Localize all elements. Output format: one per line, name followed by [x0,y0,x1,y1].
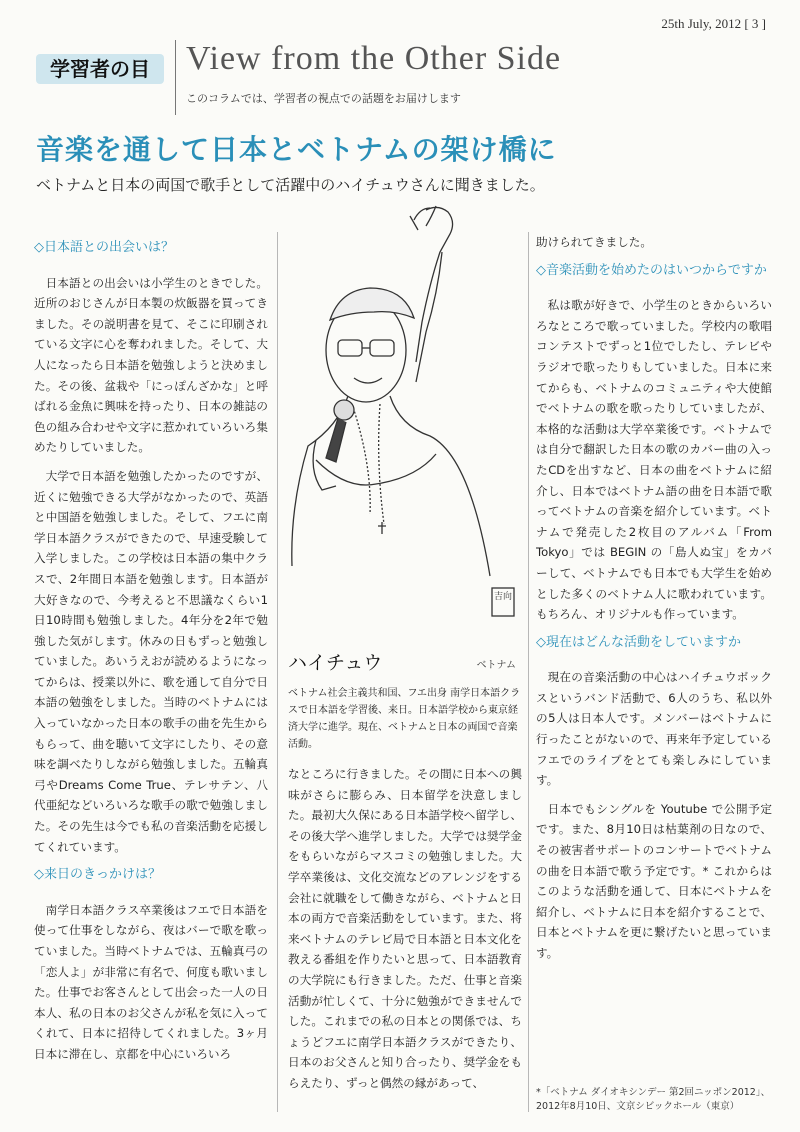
paragraph: 助けられてきました。 [536,235,652,249]
text-column-3 [536,232,772,1077]
paragraph: 南学日本語クラス卒業後はフエで日本語を使って仕事をしながら、夜はバーで歌を歌っていました。当時ベトナムでは、五輪真弓の「恋人よ」が非常に有名で、何度も歌いました。仕事でお客さんとして出会った一人の日本人、私の日本のお父さんが私を気に入ってくれて、日本に招待してくれました。3ヶ月日本に滞在し、京都を中心にいろいろ [34,902,268,1061]
section-heading: ◇現在はどんな活動をしていますか [536,634,741,650]
paragraph: 日本語との出会いは小学生のときでした。近所のおじさんが日本製の炊飯器を買ってきました。その説明書を見て、そこに印刷されている文字に心を奪われました。そして、大人になったら日本語を勉強しようと決めました。その後、盆栽や「にっぽんざかな」と呼ばれる金魚に興味を持ったり、日本の雑誌の色の組み合わせや文字に惹かれていろいろ集めたりしていました。 [34,275,268,455]
paragraph: 現在の音楽活動の中心はハイチュウボックスというバンド活動で、6人のうち、私以外の5人は日本人です。メンバーはベトナムに行ったことがないので、再来年予定しているフエでのライブをとても楽しみにしています。 [536,670,772,788]
profile-caption [288,648,522,756]
profile-bio: ベトナム社会主義共和国、フエ出身 南学日本語クラスで日本語を学習後、来日。日本語学校から東京経済大学に進学。現在、ベトナムと日本の両国で音楽活動。 [288,688,521,750]
paragraph: なところに行きました。その間に日本への興味がさらに膨らみ、日本留学を決意しました。最初大久保にある日本語学校へ留学し、その後大学へ進学しました。大学では奨学金をもらいながらマスコミの勉強しました。大学卒業後は、文化交流などのアレンジをする会社に就職をして働きながら、ベトナムと日本の両方で音楽活動をしています。また、将来ベトナムのテレビ局で日本語と日本文化を教える番組を作りたいと思って、日本語教育の大学院にも行きました。ただ、仕事と音楽活動が忙しくて、十分に勉強ができませんでした。これまでの私の日本との関係では、ちょうどフエに南学日本語クラスができたり、日本のお父さんと知り合ったり、奨学金をもらえたり、ずっと偶然の縁があって、 [288,767,522,1090]
footnote: *「ベトナム ダイオキシンデー 第2回ニッポン2012」、2012年8月10日、文京シビックホール（東京） [536,1087,771,1112]
section-heading: ◇音楽活動を始めたのはいつからですか [536,262,767,278]
header-divider [175,40,176,115]
text-column-2 [288,764,522,1124]
paragraph: 私は歌が好きで、小学生のときからいろいろなところで歌っていました。学校内の歌唱コンテストでずっと1位でしたし、テレビやラジオで歌ったりもしていました。日本に来てからも、ベトナムのコミュニティや大使館でベトナムの歌を歌ったりしていましたが、本格的な活動は大学卒業後です。ベトナムでは自分で翻訳した日本の歌のカバー曲の入ったCDを出すなど、日本の曲をベトナムに紹介し、日本ではベトナム語の曲を日本語で歌ってベトナムの音楽を紹介しています。ベトナムで発売した2枚目のアルバム「From Tokyo」では BEGIN の「島人ぬ宝」をカバーして、ベトナムでも日本でも大学生を始めとした多くのベトナム人に歌われています。もちろん、オリジナルも作っています。 [536,298,772,622]
column-separator [528,232,529,1112]
artist-stamp: 吉向 [494,592,513,602]
column-badge: 学習者の目 [36,54,164,84]
english-title: View from the Other Side [186,40,562,77]
article-lead: ベトナムと日本の両国で歌手として活躍中のハイチュウさんに聞きました。 [36,176,545,194]
text-column-1 [34,232,268,1124]
column-subnote: このコラムでは、学習者の視点での話題をお届けします [186,92,461,105]
section-heading: ◇来日のきっかけは？ [34,867,161,883]
section-heading: ◇日本語との出会いは？ [34,240,174,255]
column-separator [277,232,278,1112]
paragraph: 日本でもシングルを Youtube で公開予定です。また、8月10日は枯葉剤の日なので、その被害者サポートのコンサートでベトナムの曲を日本語で歌う予定です。* これからはこのような活動を通して、日本にベトナムを紹介し、ベトナムに日本を紹介することで、日本とベトナムを更に繋げたいと思っています。 [536,801,772,960]
profile-country: ベトナム [476,660,516,671]
date-page-label: 25th July, 2012 [ 3 ] [661,16,766,31]
paragraph: 大学で日本語を勉強したかったのですが、近くに勉強できる大学がなかったので、英語と中国語を勉強しました。そして、フエに南学日本語クラスができたので、早速受験して入学しました。この学校は日本語の集中クラスで、2年間日本語を勉強します。日本語が大好きなので、今考えると不思議なくらい1日10時間も勉強しました。4年分を2年で勉強した気がします。休みの日もずっと勉強していました。あいうえおが読めるようになってからは、授業以外に、歌を通して自分で日本語の勉強をしました。当時のベトナムには入っていなかった日本の歌手の曲を先生からもらって、曲を聴いて文字にしたり、その意味を調べたりしながら勉強しました。五輪真弓やDreams Come True、テレサテン、八代亜紀などいろいろな歌手の歌で勉強しました。その先生は今でも私の音楽活動を応援してくれています。 [34,468,268,854]
profile-name: ハイチュウ [288,652,383,674]
singer-illustration [286,200,526,640]
article-title: 音楽を通して日本とベトナムの架け橋に [36,133,557,166]
